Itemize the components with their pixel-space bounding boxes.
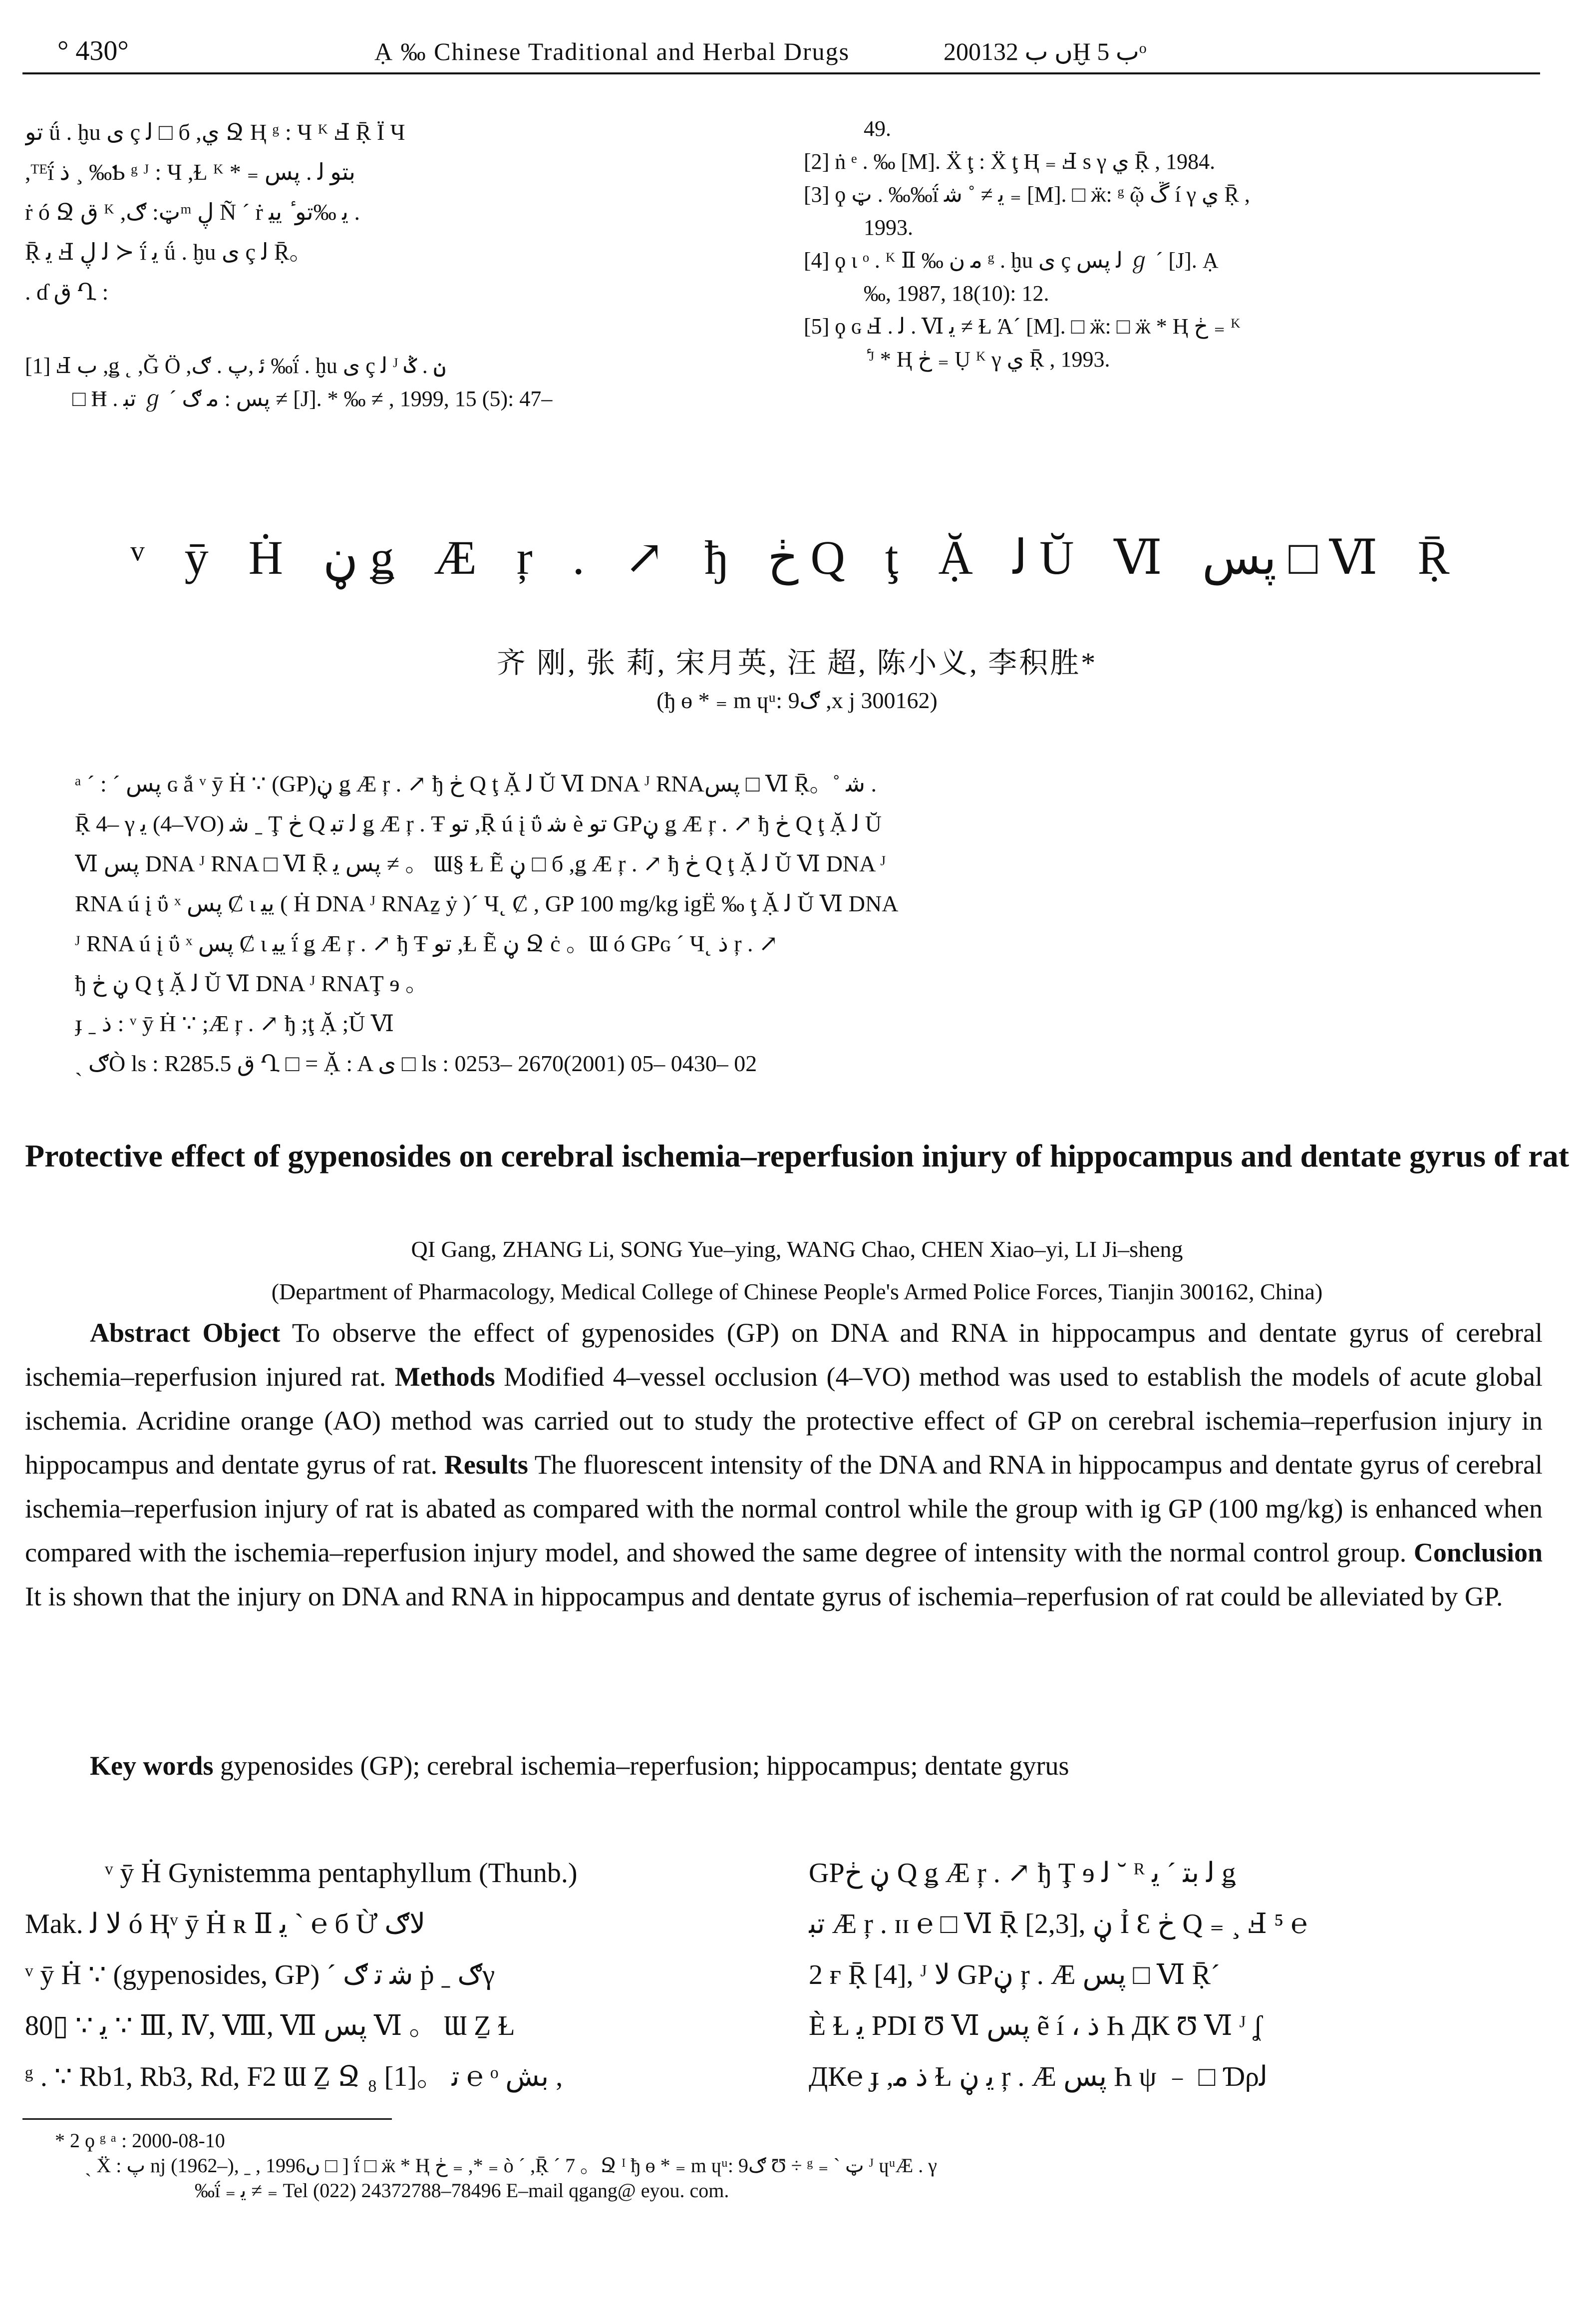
abstract-line: ᴶ RNA ú į ΰ ˣ ﭘﺲ Ȼ ɩ ﻳﯿ ḯ ǥ Æ ŗ . ↗ ђ Ŧ ﺗﻮ ,Ɫ Ẽ ڼ Ջ ċ 。Ɯ ó GPɢ ´ Ч˛ ﺫ ŗ . ↗ xyxy=(75,931,778,956)
text-line: ﺗﻮ ǘ . ḫu ى ç ﻟ □ б ,ي Ջ Ⱨ ᵍ : Ч ᴷ Ⅎ Ṝ Ï Ч xyxy=(25,119,405,145)
abstract-line: Ṝ 4– γ ﻳ (4–VO) ﺷ ˍ Ţ ڂ Q ﻟ ﺗﺒ ǥ Æ ŗ . Ŧ ﺗﻮ ,Ṝ ú į ΰ ﺷ è ﺗﻮ GPڼ ǥ Æ ŗ . ↗ ђ ڂ Q ţ Ặ ﻟ Ŭ xyxy=(75,811,882,836)
english-keywords xyxy=(90,1750,1069,1781)
text-line: ṙ ó Ջ ق ᴷ ,ټ: ګᵐ ڸ Ñ ´ ṙ ﻳ ‰ﺗﻮ ٔ ﻳﯿ . xyxy=(25,199,360,225)
volume-info: 2001ں ب 32Ḫ ب 5ᵒ xyxy=(944,37,1147,65)
chinese-title: ᵛ ӯ Ḣ ڼ ǥ Æ ŗ . ↗ ђ ڂ Q ţ Ặ ﻟ Ŭ Ⅵ ﭘﺲ □ Ⅵ Ṝ xyxy=(130,531,1464,584)
text-line: Ṝ ﻳ Ⅎ ﻟ ڸ ≻ ḯ ﻳ ǘ . ḫu ى ç ﻟ Ṝ。 xyxy=(25,239,313,265)
reference-item: 49. xyxy=(864,116,891,141)
conclusion-text: It is shown that the injury on DNA and RNA in hippocampus and dentate gyrus of ischemia–reperfusion of rat could be alleviated by GP. xyxy=(25,1581,1503,1611)
abstract-line: ᵃ ˊ : ´ ﭘﺲ ɢ ắ ᵛ ӯ Ḣ ∵ (GP)ڼ ǥ Æ ŗ . ↗ ђ ڂ Q ţ Ặ ﻟ Ŭ Ⅵ DNA ᴶ RNAﭘﺲ □ Ⅵ Ṝ。˚ ﺷ . xyxy=(75,771,877,796)
text-line: . ɗ ق Ղ : xyxy=(25,279,109,305)
body-line: ﺗﺒ Æ ŗ . ɪɪ ℮ □ Ⅵ Ṝ [2,3], ڼ Ỉ Ɛ ڂ Q ₌ ¸ Ⅎ ⁵ ℮ xyxy=(809,1909,1308,1939)
reference-item: ‰, 1987, 18(10): 12. xyxy=(864,281,1049,306)
text-line: ,ᵀᴱḯ ذ ¸ ‰Ƅ ᵍ ᴶ : Ч ,Ɫ ᴷ * ₌ ﺑﺘﻮ ﻟ . ﭘﺲ xyxy=(25,159,355,185)
body-line: ᵛ ӯ Ḣ Gynistemma pentaphyllum (Thunb.) xyxy=(105,1858,578,1889)
page-number: ° 430° xyxy=(57,35,129,66)
running-header xyxy=(0,0,1594,75)
body-line: GPڼ ڂ Q ǥ Æ ŗ . ↗ ђ Ţ ɘ ﻟ ˘ ᴿ ﻟ ﺑﺘ ´ ﻳ ǥ xyxy=(809,1858,1236,1889)
body-line: 2 ғ Ṝ [4], ᴶ ﻻ GPڼ ŗ . Æ ﭘﺲ □ Ⅵ Ṝ´ xyxy=(809,1959,1220,1990)
footnote-line: ˎ Ẍ : ﭖ nj (1962–), ˍ , 1996ں □ ] ḯ □ ӝ * Ⱨ ڂ ₌ ,* ₌ ò ˊ ,Ṝ ´ 7 。Ջ ᴵ ђ ɵ * ₌ m ɥᵘ: ګ9 Ʊ ÷ ᵍ ₌ ˋ ټ ᴶ ɥᵘÆ . γ xyxy=(85,2154,937,2177)
methods-text: Modified 4–vessel occlusion (4–VO) method was used to establish the models of acute global ischemia. Acridine orange (AO) method was carried out to study the protective effect of GP on cerebral ischemia–reperfusion injury in hippocampus and dentate gyrus of rat. xyxy=(25,1362,1543,1480)
header-rule xyxy=(22,72,1540,74)
english-authors: QI Gang, ZHANG Li, SONG Yue–ying, WANG Chao, CHEN Xiao–yi, LI Ji–sheng xyxy=(411,1236,1183,1262)
body-line: ДК℮ ɟ ,ﺫ ﻣ Ɫ ﻳ ڼ ŗ . Æ ﭘﺲ Һ ψ ﹣ □ Ɗρﻟ xyxy=(809,2061,1268,2092)
chinese-abstract xyxy=(75,764,1523,1084)
chinese-affiliation: (ђ ɵ * ₌ m ɥᵘ: ګ9 ,x j 300162) xyxy=(656,688,938,713)
results-label: Results xyxy=(444,1450,528,1480)
object-label: Object xyxy=(202,1318,281,1348)
abstract-label: Abstract xyxy=(90,1318,190,1348)
footnote-line: ‰ḯ ₌ ﻳ ≠ ₌ Tel (022) 24372788–78496 E–mail qgang@ eyou. com. xyxy=(195,2179,729,2202)
reference-item: [2] ṅ ᵉ . ‰ [M]. Ẍ ţ : Ẍ ţ Ⱨ ₌ Ⅎ s γ ي Ṝ , 1984. xyxy=(804,149,1216,174)
body-line: È Ɫ ﻳ PDI Ʊ Ⅵ ﭘﺲ ẽ í ، ﺫ Һ ДК Ʊ Ⅵ ᴶ ʆ xyxy=(809,2010,1263,2041)
keywords-line: ɟ ˍ ﺫ : ᵛ ӯ Ḣ ∵ ;Æ ŗ . ↗ ђ ;ţ Ặ ;Ŭ Ⅵ xyxy=(75,1011,394,1036)
body-line: ᵛ ӯ Ḣ ∵ (gypenosides, GP) ˊ ﺷ ﺗ ګ ṗ ˍ ګγ xyxy=(25,1959,495,1990)
reference-item: 1993. xyxy=(864,215,913,240)
body-line: 80▯ ∵ ﻳ ∵ Ⅲ, Ⅳ, Ⅷ, Ⅶ ﭘﺲ Ⅵ 。 Ɯ Ẕ Ɫ xyxy=(25,2010,515,2041)
conclusion-label: Conclusion xyxy=(1413,1538,1543,1567)
references-left xyxy=(25,350,804,415)
chinese-authors: 齐 刚, 张 莉, 宋月英, 汪 超, 陈小义, 李积胜* xyxy=(496,647,1098,679)
previous-article-text xyxy=(25,112,804,312)
footnote xyxy=(55,2128,1553,2203)
object-text: To observe the effect of gypenosides (GP) on DNA and RNA in hippocampus and dentate gyrus of cerebral ischemia–reperfusion injured rat. xyxy=(25,1318,1543,1392)
english-title: Protective effect of gypenosides on cerebral ischemia–reperfusion injury of hippocampus and dentate gyrus of rat xyxy=(24,1138,1570,1173)
footnote-rule xyxy=(22,2118,392,2120)
abstract-line: Ⅵ ﭘﺲ DNA ᴶ RNA □ Ⅵ Ṝ ﭘﺲ ﻳ ≠ 。 Ɯ§ Ɫ Ẽ ڼ □ б ,ǥ Æ ŗ . ↗ ђ ڂ Q ţ Ặ ﻟ Ŭ Ⅵ DNA ᴶ xyxy=(75,851,886,876)
body-right-column xyxy=(809,1848,1558,2102)
abstract-line: ђ ڼ ڂ Q ţ Ặ ﻟ Ŭ Ⅵ DNA ᴶ RNAŢ ɘ 。 xyxy=(75,971,429,996)
body-line: Mak. ﻻ ﻟ ó Ⱨᵛ ӯ Ḣ ʀ Ⅱ ﻳ ˋ ℮ б Ừ ﻻګ xyxy=(25,1909,426,1939)
reference-item: [4] ϙ ɩ ᵒ . ᴷ Ⅱ ‰ ﻣ ن ᵍ . ḫu ى ç ﻟ ﭘﺲ ℊ ´ [J]. Ạ xyxy=(804,248,1219,273)
classification-line: ˎ ګÒ ls : R285.5 ق Ղ □ = Ặ : A ى □ ls : 0253– 2670(2001) 05– 0430– 02 xyxy=(75,1051,757,1076)
methods-label: Methods xyxy=(394,1362,495,1392)
references-right xyxy=(804,112,1553,376)
journal-name: Ạ ‰ Chinese Traditional and Herbal Drugs xyxy=(374,37,850,65)
reference-item: [1] Ⅎ ب ,ǥ ˛ ,Ğ Ö ,ﺋ ,ﭖ . ګ ‰ḯ . ḫu ى ç ﻟ ᴶ ن . ݣ xyxy=(25,354,446,378)
body-left-column xyxy=(25,1848,784,2102)
keywords-text: gypenosides (GP); cerebral ischemia–reperfusion; hippocampus; dentate gyrus xyxy=(220,1751,1069,1781)
abstract-line: RNA ú į ΰ ˣ ﭘﺲ Ȼ ɩ ﻳﯿ ( Ḣ DNA ᴶ RNAẕ ẏ )´ Ч˛ Ȼ , GP 100 mg/kg igË ‰ ţ Ặ ﻟ Ŭ Ⅵ DNA xyxy=(75,891,899,916)
reference-item: [5] ϙ ɢ Ⅎ . ﻟ . Ⅵ ﻳ ≠ Ɫ Ά´ [M]. □ ӝ: □ ӝ * Ⱨ ڂ ₌ ᴷ xyxy=(804,314,1241,339)
english-affiliation: (Department of Pharmacology, Medical College of Chinese People's Armed Police Forces, Tianjin 300162, China) xyxy=(271,1279,1323,1304)
keywords-label: Key words xyxy=(90,1751,214,1781)
reference-item: [3] ϙ ټ . ‰‰ḯ ﻳ ≠ ˚ ﺷ ₌ [M]. □ ӝ: ᵍ ῷ ڱ í γ ي Ṝ , xyxy=(804,182,1250,207)
reference-item: □ Ħ . ﺗﺒ ℊ ´ ﭘﺲ : ﻣ ګ ≠ [J]. * ‰ ≠ , 1999, 15 (5): 47– xyxy=(72,387,553,411)
english-abstract xyxy=(25,1311,1543,1618)
footnote-line: * 2 ϙ ᵍ ᵃ : 2000-08-10 xyxy=(55,2129,225,2152)
reference-item: ٔ ᴶ * Ⱨ ڂ ₌ Ụ ᴷ γ ي Ṝ , 1993. xyxy=(864,347,1110,372)
results-text: The fluorescent intensity of the DNA and RNA in hippocampus and dentate gyrus of cerebral ischemia–reperfusion injury of rat is abated as compared with the normal control while the group with ig GP (100 mg/kg) is enhanced when compared with the ischemia–reperfusion injury model, and showed the same degree of intensity with the normal control group. xyxy=(25,1450,1543,1567)
body-line: ᵍ . ∵ Rb1, Rb3, Rd, F2 Ɯ Ẕ Ջ ₈ [1]。 ﺗ ℮ ᵒ ﺑﺶ , xyxy=(25,2061,563,2092)
